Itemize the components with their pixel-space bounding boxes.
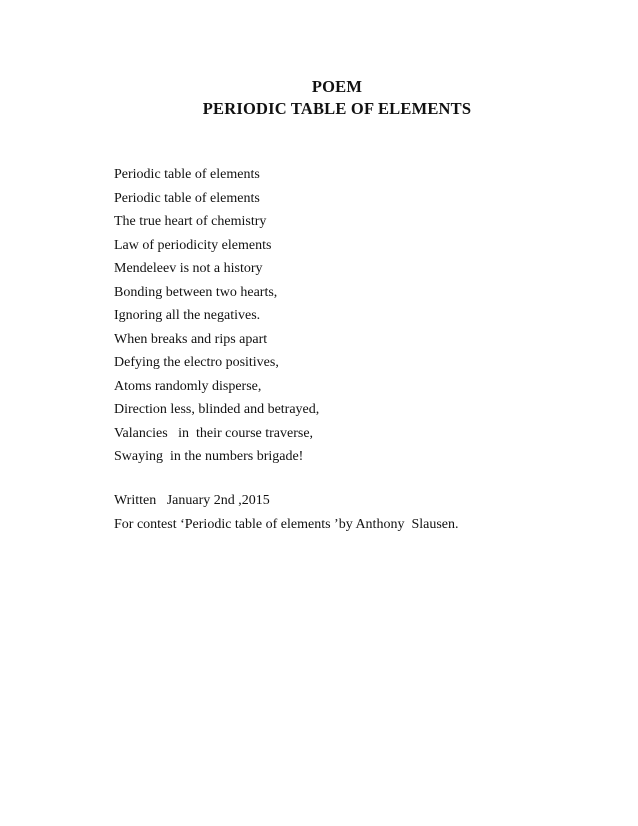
poem-footer	[114, 489, 459, 536]
poem-line: Periodic table of elements	[114, 190, 260, 206]
title-block	[0, 76, 638, 120]
poem-line: Bonding between two hearts,	[114, 284, 278, 300]
written-date: Written January 2nd ,2015	[114, 493, 270, 508]
poem-line: Swaying in the numbers brigade!	[114, 449, 304, 464]
poem-line: When breaks and rips apart	[114, 331, 268, 347]
poem-line: Atoms randomly disperse,	[114, 378, 262, 394]
contest-note: For contest ‘Periodic table of elements ’by Anthony Slausen.	[114, 516, 459, 532]
poem-line: Valancies in their course traverse,	[114, 425, 314, 441]
page-subtitle: PERIODIC TABLE OF ELEMENTS	[202, 99, 472, 118]
page-title: POEM	[311, 77, 363, 96]
poem-line: Law of periodicity elements	[114, 237, 272, 253]
poem-line: Ignoring all the negatives.	[114, 308, 261, 323]
poem-line: Periodic table of elements	[114, 167, 260, 182]
poem-line: Direction less, blinded and betrayed,	[114, 402, 320, 417]
poem-line: Defying the electro positives,	[114, 355, 279, 370]
poem-line: Mendeleev is not a history	[114, 261, 263, 276]
poem-body	[114, 163, 319, 469]
poem-line: The true heart of chemistry	[114, 214, 267, 229]
